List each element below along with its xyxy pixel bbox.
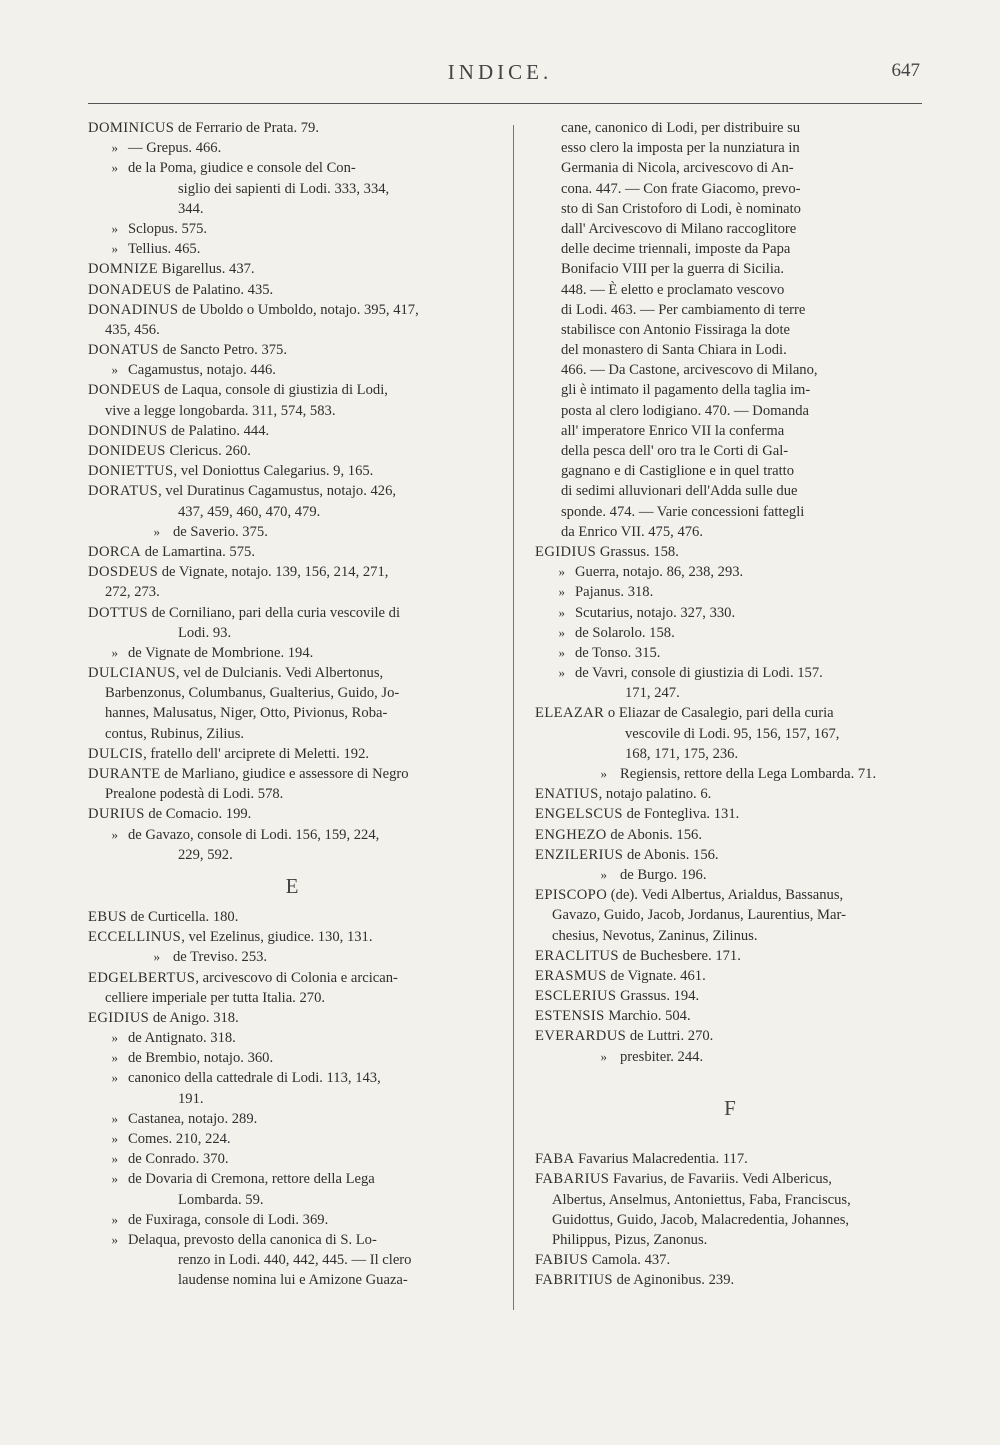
ditto-mark: » [111,1030,118,1046]
index-line [88,239,496,259]
index-line [535,461,925,481]
ditto-mark: » [111,644,118,660]
entry-text: de Marliano, giudice e assessore di Negro [160,766,409,782]
ditto-mark: » [111,1050,118,1066]
ditto-mark: » [153,523,160,539]
ditto-mark: » [111,1131,118,1146]
entry-text: de Fontegliva. 131. [622,806,740,823]
entry-text: de Treviso. 253. [173,949,268,966]
entry-headword: DORCA [88,543,142,560]
index-line [535,1047,925,1067]
entry-text: , vel Ezelinus, giudice. 130, 131. [181,929,373,946]
running-head: INDICE. [447,60,553,84]
entry-text: de Burgo. 196. [620,866,707,883]
ditto-mark: » [111,160,118,176]
index-line [88,623,496,643]
index-entry [535,1270,925,1290]
ditto-mark: » [111,1231,118,1247]
index-line [535,623,925,643]
entry-headword: DURIUS [88,806,145,823]
left-column [88,118,496,1291]
ditto-mark: » [111,220,118,236]
ditto-mark: » [558,584,565,600]
entry-headword: DONDEUS [88,382,161,399]
index-entry [535,1169,925,1189]
index-line [88,1230,496,1250]
entry-headword: ESTENSIS [535,1008,605,1025]
entry-text: 272, 273. [105,584,160,601]
index-line [535,138,925,158]
ditto-mark: » [600,1048,607,1064]
entry-text: de Saverio. 375. [173,523,268,540]
index-line [535,603,925,623]
entry-text: Bigarellus. 437. [158,261,255,278]
section-letter: F [724,1096,736,1120]
entry-text: siglio dei sapienti di Lodi. 333, 334, [178,180,390,197]
entry-text: vive a legge longobarda. 311, 574, 583. [105,402,336,419]
index-entry [88,421,496,441]
entry-text: de Abonis. 156. [623,846,719,863]
entry-text: 191. [178,1090,204,1107]
index-line [535,380,925,400]
index-line [535,744,925,764]
entry-text: gli è intimato il pagamento della taglia im- [561,382,811,399]
entry-text: de Gavazo, console di Lodi. 156, 159, 224, [128,826,380,843]
entry-text: de Buchesbere. 171. [618,947,741,964]
index-entry [88,1008,496,1028]
entry-headword: DOSDEUS [88,564,159,581]
entry-text: Prealone podestà di Lodi. 578. [105,786,284,803]
entry-text: de Tonso. 315. [575,644,661,661]
entry-text: Cagamustus, notajo. 446. [128,362,276,379]
entry-text: vescovile di Lodi. 95, 156, 157, 167, [625,725,840,742]
index-line [535,320,925,340]
entry-text: Barbenzonus, Columbanus, Gualterius, Guido, Jo- [105,685,400,702]
entry-text: Camola. 437. [588,1252,671,1269]
entry-text: laudense nomina lui e Amizone Guaza- [178,1272,408,1289]
index-line [88,703,496,723]
index-entry [535,885,925,905]
ditto-mark: » [111,1171,118,1187]
index-line [88,199,496,219]
entry-text: 344. [178,200,204,217]
entry-text: de Aginonibus. 239. [612,1272,735,1289]
entry-text: Clericus. 260. [165,443,251,459]
entry-text: de Fuxiraga, console di Lodi. 369. [128,1211,329,1228]
index-line [88,988,496,1008]
entry-text: de Anigo. 318. [149,1009,239,1026]
index-entry [535,986,925,1006]
entry-text: chesius, Nevotus, Zaninus, Zilinus. [552,927,758,944]
entry-headword: FABA [535,1151,575,1168]
ditto-mark: » [111,826,118,842]
entry-headword: ESCLERIUS [535,988,617,1005]
entry-text: 448. — È eletto e proclamato vescovo [561,281,785,298]
entry-headword: ENZILERIUS [535,846,624,863]
entry-text: 171, 247. [625,685,680,702]
index-line [535,259,925,279]
entry-text: Albertus, Anselmus, Antoniettus, Faba, Franciscus, [552,1191,851,1208]
index-line [535,300,925,320]
entry-text: de Dovaria di Cremona, rettore della Lega [128,1171,375,1188]
index-line [535,1230,925,1250]
entry-text: 168, 171, 175, 236. [625,745,739,762]
entry-text: delle decime triennali, imposte da Papa [561,241,791,258]
index-entry [535,825,925,845]
index-entry [88,118,496,138]
entry-headword: DONIDEUS [88,443,166,459]
index-line [535,199,925,219]
entry-text: Delaqua, prevosto della canonica di S. Lo- [128,1231,377,1248]
entry-text: Favarius, de Favariis. Vedi Albericus, [609,1171,832,1188]
entry-text: de Vavri, console di giustizia di Lodi. 157. [575,665,823,682]
entry-text: del monastero di Santa Chiara in Lodi. [561,342,787,359]
index-entry [88,804,496,824]
index-entry [88,340,496,360]
index-line [88,502,496,522]
index-line [535,643,925,663]
index-entry [535,703,925,723]
index-line [88,179,496,199]
ditto-mark: » [111,241,118,257]
index-line [535,401,925,421]
entry-text: Guidottus, Guido, Jacob, Malacredentia, Johannes, [552,1211,850,1228]
entry-text: , arcivescovo di Colonia e arcican- [195,969,398,986]
ditto-mark: » [111,1070,118,1086]
entry-headword: ENATIUS [535,786,599,803]
entry-headword: DONADEUS [88,281,172,298]
entry-text: de Vignate, notajo. 139, 156, 214, 271, [158,564,389,581]
index-entry [88,300,496,320]
entry-headword: DORATUS [88,483,159,500]
entry-text: Scutarius, notajo. 327, 330. [575,604,736,621]
entry-headword: FABIUS [535,1252,589,1269]
entry-text: de Vignate. 461. [606,967,706,984]
index-line [88,1109,496,1129]
index-entry [88,441,496,461]
index-line [88,683,496,703]
index-entry [88,603,496,623]
index-line [88,320,496,340]
index-line [535,905,925,925]
index-entry [88,542,496,562]
ditto-mark: » [600,766,607,781]
index-line [535,764,925,784]
entry-text: Philippus, Pizus, Zanonus. [552,1231,708,1248]
entry-headword: DOTTUS [88,604,148,621]
entry-headword: ENGHEZO [535,826,607,843]
index-line [535,1210,925,1230]
ditto-mark: » [111,1211,118,1227]
entry-text: presbiter. 244. [620,1048,704,1065]
entry-text: Bonifacio VIII per la guerra di Sicilia. [561,261,785,278]
index-line [88,1149,496,1169]
entry-text: de Brembio, notajo. 360. [128,1050,274,1067]
index-line [535,360,925,380]
entry-text: , fratello dell' arciprete di Meletti. 192. [143,745,370,762]
index-entry [535,804,925,824]
entry-text: de Lamartina. 575. [141,543,255,560]
index-line [88,219,496,239]
entry-text: hannes, Malusatus, Niger, Otto, Pivionus, Roba- [105,705,388,722]
index-line [535,219,925,239]
spacer [535,1129,925,1149]
index-line [88,825,496,845]
entry-text: de Solarolo. 158. [575,624,675,641]
entry-headword: DULCIS [88,745,144,762]
entry-text: Sclopus. 575. [128,220,208,237]
index-line [535,502,925,522]
index-entry [535,1250,925,1270]
entry-text: de Conrado. 370. [128,1151,229,1168]
entry-text: de la Poma, giudice e console del Con- [128,160,356,177]
index-line [535,421,925,441]
entry-text: 435, 456. [105,321,160,338]
entry-text: 466. — Da Castone, arcivescovo di Milano, [561,362,818,379]
entry-text: Comes. 210, 224. [128,1131,231,1147]
index-entry [535,946,925,966]
index-line [88,724,496,744]
entry-text: de Ferrario de Prata. 79. [174,120,319,136]
index-line [88,1048,496,1068]
entry-headword: DONADINUS [88,301,179,318]
index-entry [88,968,496,988]
index-entry [535,542,925,562]
right-column [535,118,925,1291]
index-line [535,663,925,683]
entry-text: de Sancto Petro. 375. [158,342,288,359]
entry-headword: EDGELBERTUS [88,969,196,986]
entry-headword: FABARIUS [535,1171,610,1188]
ditto-mark: » [111,362,118,378]
index-entry [535,845,925,865]
entry-text: gagnano e di Castiglione e in quel tratto [561,463,795,480]
entry-headword: EPISCOPO [535,887,608,904]
index-line [535,441,925,461]
index-entry [88,481,496,501]
index-line [88,1068,496,1088]
index-entry [88,927,496,947]
entry-text: celliere imperiale per tutta Italia. 270. [105,989,326,1006]
index-line [88,1129,496,1149]
entry-text: — Grepus. 466. [128,140,222,157]
entry-text: stabilisce con Antonio Fissiraga la dote [561,321,791,338]
index-line [88,1210,496,1230]
index-line [88,947,496,967]
entry-text: , vel Duratinus Cagamustus, notajo. 426, [158,483,397,500]
index-entry [535,784,925,804]
entry-text: de Palatino. 444. [167,422,270,439]
entry-headword: EGIDIUS [535,543,597,560]
entry-headword: DULCIANUS [88,665,176,682]
index-line [535,340,925,360]
entry-text: de Palatino. 435. [171,281,274,298]
entry-headword: DONIETTUS [88,463,174,480]
entry-text: Grassus. 194. [616,988,700,1005]
entry-text: Marchio. 504. [604,1008,691,1025]
entry-text: Favarius Malacredentia. 117. [574,1151,748,1168]
entry-text: de Vignate de Mombrione. 194. [128,644,314,661]
entry-headword: DOMINICUS [88,120,175,136]
section-letter: E [285,873,299,898]
entry-text: Gavazo, Guido, Jacob, Jordanus, Laurentius, Mar- [552,907,846,924]
entry-text: esso clero la imposta per la nunziatura in [561,140,800,157]
index-entry [535,1006,925,1026]
entry-text: Regiensis, rettore della Lega Lombarda. 71. [620,766,877,782]
ditto-mark: » [558,665,565,681]
index-line [88,360,496,380]
index-entry [88,907,496,927]
index-line [88,845,496,865]
entry-text: di Lodi. 463. — Per cambiamento di terre [561,301,806,318]
header-rule [88,103,922,104]
index-line [535,582,925,602]
entry-headword: DOMNIZE [88,261,159,278]
index-line [88,401,496,421]
index-line [535,280,925,300]
entry-headword: ELEAZAR [535,705,605,722]
index-entry [88,280,496,300]
index-line [535,926,925,946]
entry-text: de Corniliano, pari della curia vescovile di [147,604,401,621]
entry-headword: ENGELSCUS [535,806,623,823]
entry-text: Lodi. 93. [178,624,232,641]
entry-text: da Enrico VII. 475, 476. [561,523,703,540]
index-line [88,522,496,542]
index-entry [88,380,496,400]
entry-text: all' imperatore Enrico VII la conferma [561,422,785,439]
entry-text: sponde. 474. — Varie concessioni fattegli [561,503,805,520]
ditto-mark: » [558,564,565,580]
index-entry [88,764,496,784]
entry-text: 437, 459, 460, 470, 479. [178,503,321,520]
entry-text: , vel Doniottus Calegarius. 9, 165. [173,463,374,480]
entry-text: de Comacio. 199. [144,806,252,823]
index-line [88,1028,496,1048]
index-line [88,1270,496,1290]
entry-headword: DURANTE [88,766,161,782]
entry-text: de Abonis. 156. [606,826,702,843]
entry-text: Castanea, notajo. 289. [128,1110,258,1127]
ditto-mark: » [153,949,160,965]
entry-text: Tellius. 465. [128,241,201,258]
entry-text: della pesca dell' oro tra le Corti di Gal- [561,443,789,459]
column-divider [513,125,514,1310]
entry-text: de Laqua, console di giustizia di Lodi, [160,382,388,399]
index-entry [88,744,496,764]
index-line [88,1190,496,1210]
entry-headword: EVERARDUS [535,1028,627,1045]
entry-text: cona. 447. — Con frate Giacomo, prevo- [561,180,801,197]
entry-text: , vel de Dulcianis. Vedi Albertonus, [175,665,384,682]
entry-text: , notajo palatino. 6. [598,786,712,803]
index-line [88,1250,496,1270]
entry-headword: DONATUS [88,342,159,359]
index-entry [88,461,496,481]
index-line [88,1089,496,1109]
ditto-mark: » [111,1151,118,1167]
index-entry [535,966,925,986]
page-number: 647 [891,60,920,81]
index-line [535,179,925,199]
entry-headword: ERACLITUS [535,947,619,964]
entry-text: dall' Arcivescovo di Milano raccoglitore [561,220,797,237]
entry-headword: FABRITIUS [535,1272,613,1289]
index-line [88,582,496,602]
index-line [535,522,925,542]
entry-text: contus, Rubinus, Zilius. [105,725,245,742]
entry-headword: ERASMUS [535,967,607,984]
index-line [88,643,496,663]
entry-text: Guerra, notajo. 86, 238, 293. [575,564,744,581]
ditto-mark: » [558,624,565,640]
ditto-mark: » [600,866,607,882]
entry-text: Grassus. 158. [596,543,679,560]
entry-headword: ECCELLINUS [88,929,182,946]
index-line [535,1190,925,1210]
index-line [535,724,925,744]
entry-text: renzo in Lodi. 440, 442, 445. — Il clero [178,1252,412,1269]
index-entry [88,259,496,279]
entry-text: de Antignato. 318. [128,1030,236,1047]
index-line [535,562,925,582]
entry-text: de Curticella. 180. [126,908,239,925]
entry-headword: EBUS [88,908,127,925]
ditto-mark: » [111,140,118,156]
entry-headword: DONDINUS [88,422,168,439]
entry-headword: EGIDIUS [88,1009,150,1026]
entry-text: canonico della cattedrale di Lodi. 113, 143, [128,1070,381,1087]
index-line [535,239,925,259]
index-line [535,118,925,138]
entry-text: sto di San Cristoforo di Lodi, è nominato [561,200,801,217]
entry-text: 229, 592. [178,846,233,863]
ditto-mark: » [558,644,565,660]
entry-text: Germania di Nicola, arcivescovo di An- [561,160,794,177]
entry-text: di sedimi alluvionari dell'Adda sulle due [561,483,798,500]
index-entry [88,562,496,582]
entry-text: posta al clero lodigiano. 470. — Domanda [561,402,810,419]
index-line [88,158,496,178]
index-line [535,158,925,178]
entry-text: (de). Vedi Albertus, Arialdus, Bassanus, [607,887,844,904]
ditto-mark: » [558,604,565,620]
index-line [535,865,925,885]
entry-text: de Luttri. 270. [626,1028,714,1045]
index-line [88,784,496,804]
index-line [535,481,925,501]
entry-text: Pajanus. 318. [575,584,654,601]
entry-text: cane, canonico di Lodi, per distribuire su [561,120,801,136]
index-line [535,683,925,703]
ditto-mark: » [111,1110,118,1126]
entry-text: de Uboldo o Umboldo, notajo. 395, 417, [178,301,419,318]
index-line [88,1169,496,1189]
entry-text: Lombarda. 59. [178,1191,264,1208]
entry-text: o Eliazar de Casalegio, pari della curia [604,705,834,722]
index-entry [535,1026,925,1046]
spacer [535,1067,925,1087]
index-line [88,138,496,158]
index-entry [88,663,496,683]
index-entry [535,1149,925,1169]
